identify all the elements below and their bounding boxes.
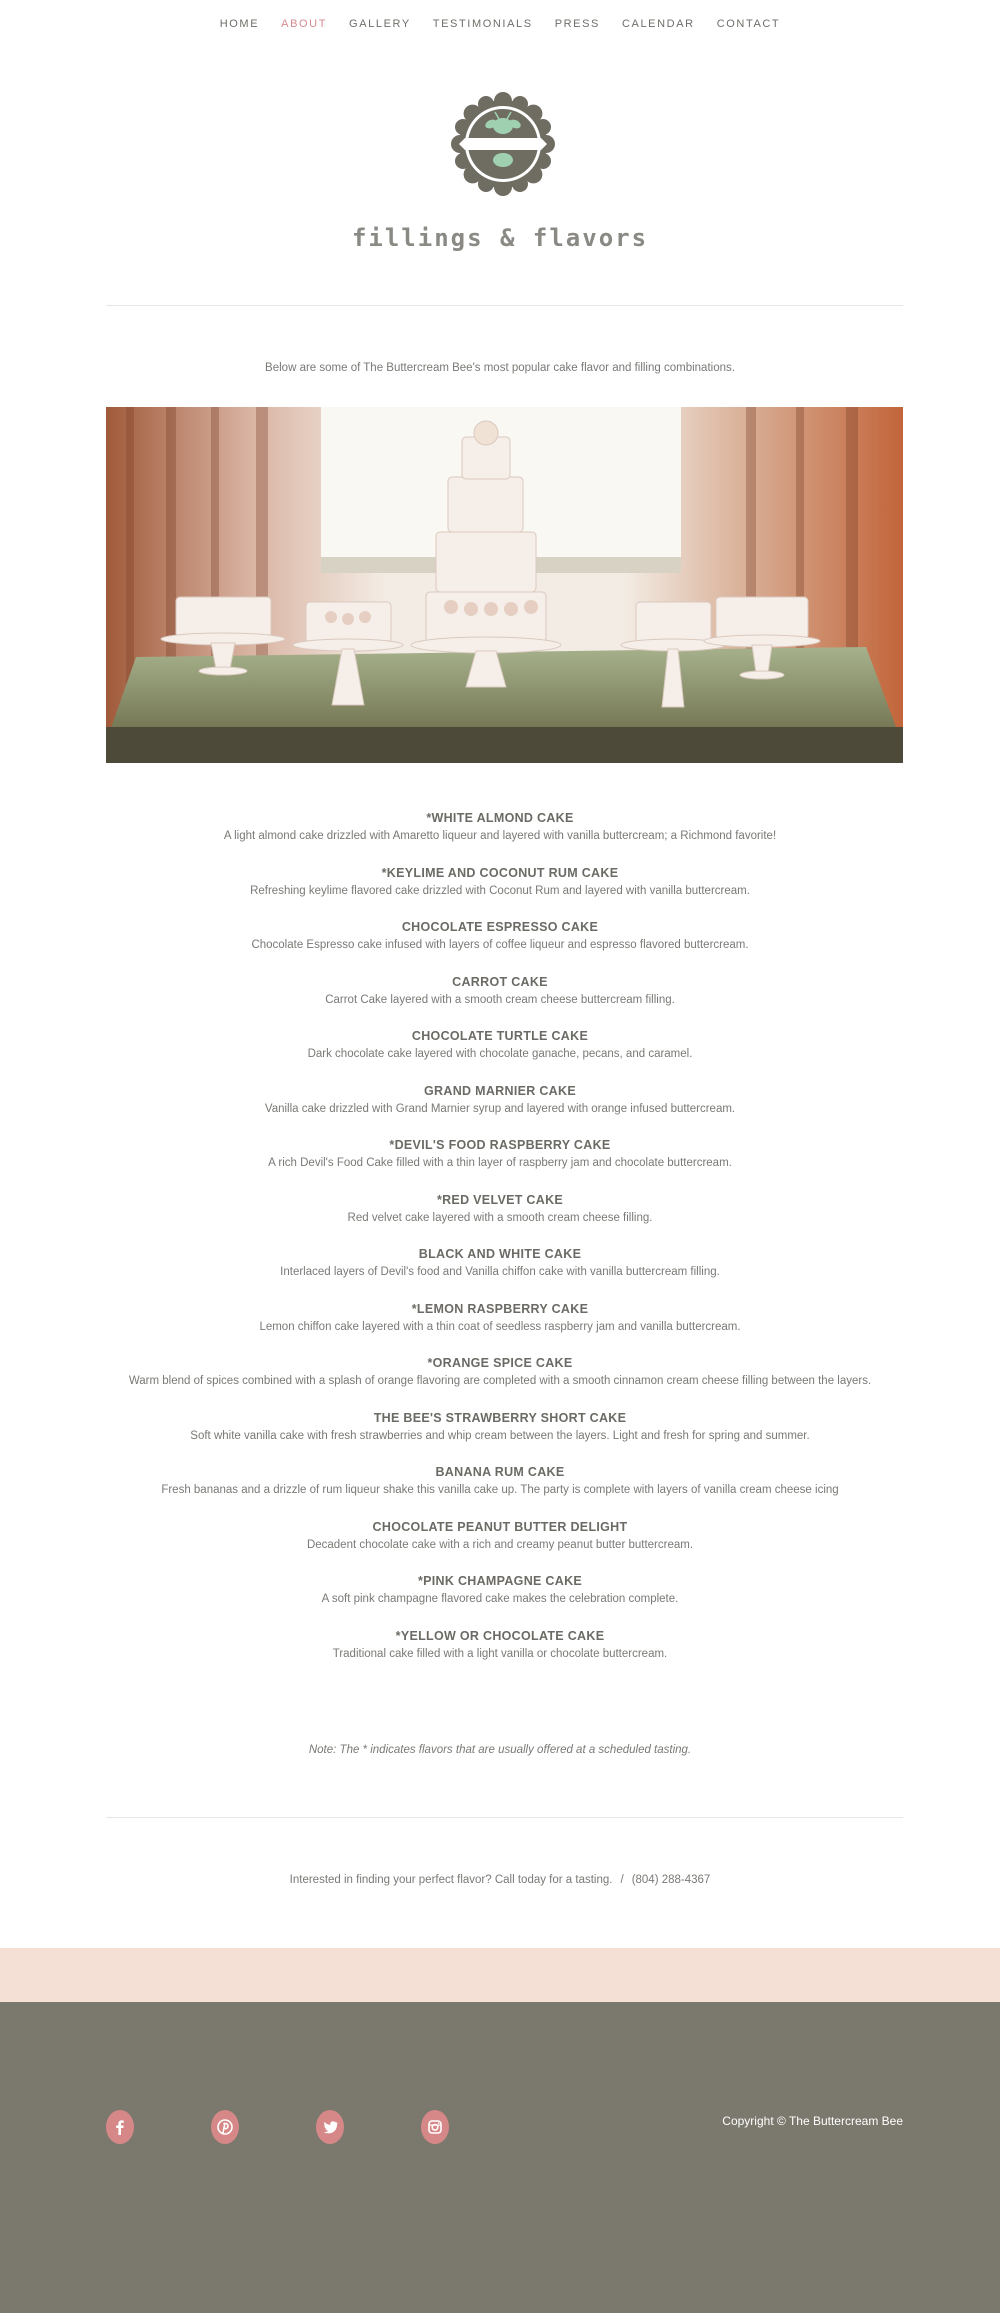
cta-text: Interested in finding your perfect flavor? Call today for a tasting. — [289, 1874, 613, 1886]
tasting-note: Note: The * indicates flavors that are usually offered at a scheduled tasting. — [308, 1744, 692, 1756]
list-item — [0, 1245, 1000, 1300]
flavor-name: CARROT CAKE — [452, 974, 548, 989]
flavor-name: *DEVIL'S FOOD RASPBERRY CAKE — [389, 1138, 611, 1152]
flavor-name: *WHITE ALMOND CAKE — [426, 811, 574, 825]
flavor-name: GRAND MARNIER CAKE — [424, 1083, 576, 1098]
list-item — [0, 1518, 1000, 1573]
page-title: fillings & flavors — [351, 224, 649, 252]
twitter-icon — [321, 2118, 339, 2136]
list-item — [0, 1191, 1000, 1246]
social-links — [106, 2110, 526, 2144]
list-item — [0, 1354, 1000, 1409]
cakes-photo — [106, 407, 903, 763]
instagram-icon — [426, 2118, 444, 2136]
flavor-name: *PINK CHAMPAGNE CAKE — [417, 1574, 583, 1588]
instagram-link[interactable] — [421, 2110, 449, 2144]
nav-item-contact[interactable]: CONTACT — [716, 18, 781, 30]
nav-list — [209, 18, 792, 30]
footer — [0, 2002, 1000, 2313]
pinterest-link[interactable] — [211, 2110, 239, 2144]
flavor-description: A soft pink champagne flavored cake makes the celebration complete. — [321, 1593, 679, 1605]
nav-item-calendar[interactable]: CALENDAR — [621, 18, 695, 30]
list-item — [0, 1300, 1000, 1355]
facebook-link[interactable] — [106, 2110, 134, 2144]
cta-separator: / — [620, 1874, 624, 1886]
flavor-description: Warm blend of spices combined with a splash of orange flavoring are completed with a smooth cinnamon cream cheese filling between the layers. — [128, 1375, 872, 1387]
flavor-name: *ORANGE SPICE CAKE — [427, 1356, 573, 1370]
list-item — [0, 1409, 1000, 1464]
flavor-name: *KEYLIME AND COCONUT RUM CAKE — [381, 865, 619, 880]
flavor-description: Dark chocolate cake layered with chocolate ganache, pecans, and caramel. — [307, 1048, 693, 1060]
flavor-name: BLACK AND WHITE CAKE — [418, 1247, 582, 1261]
list-item — [0, 864, 1000, 919]
flavor-name: CHOCOLATE ESPRESSO CAKE — [401, 920, 599, 934]
list-item — [0, 1627, 1000, 1682]
flavor-description: Refreshing keylime flavored cake drizzled with Coconut Rum and layered with vanilla buttercream. — [250, 884, 750, 897]
divider — [106, 1817, 903, 1818]
call-to-action — [0, 1874, 1000, 1886]
phone-number[interactable]: (804) 288-4367 — [631, 1874, 711, 1886]
nav-item-testimonials[interactable]: TESTIMONIALS — [432, 18, 533, 30]
flavor-name: CHOCOLATE PEANUT BUTTER DELIGHT — [372, 1519, 628, 1534]
flavor-description: A rich Devil's Food Cake filled with a thin layer of raspberry jam and chocolate buttercream. — [268, 1157, 732, 1169]
list-item — [0, 1082, 1000, 1137]
nav-item-gallery[interactable]: GALLERY — [349, 18, 411, 30]
flavor-description: Decadent chocolate cake with a rich and creamy peanut butter buttercream. — [306, 1538, 694, 1551]
flavor-description: Traditional cake filled with a light vanilla or chocolate buttercream. — [332, 1647, 668, 1660]
flavor-description: Lemon chiffon cake layered with a thin coat of seedless raspberry jam and vanilla buttercream. — [259, 1320, 741, 1333]
facebook-icon — [111, 2118, 129, 2136]
flavor-description: Carrot Cake layered with a smooth cream cheese buttercream filling. — [325, 993, 675, 1006]
list-item — [0, 1463, 1000, 1518]
flavor-name: BANANA RUM CAKE — [435, 1465, 565, 1479]
intro-text: Below are some of The Buttercream Bee's most popular cake flavor and filling combinations. — [265, 362, 735, 374]
footer-band — [0, 1948, 1000, 2002]
site-logo[interactable] — [451, 92, 555, 196]
pinterest-icon — [216, 2118, 234, 2136]
nav-item-press[interactable]: PRESS — [554, 18, 600, 30]
flavor-description: Chocolate Espresso cake infused with layers of coffee liqueur and espresso flavored buttercream. — [251, 939, 749, 951]
list-item — [0, 918, 1000, 973]
flavor-description: Red velvet cake layered with a smooth cream cheese filling. — [347, 1211, 653, 1224]
cakes-photo-illustration — [106, 407, 903, 763]
list-item — [0, 1027, 1000, 1082]
list-item — [0, 973, 1000, 1028]
flavor-name: CHOCOLATE TURTLE CAKE — [411, 1029, 589, 1043]
main-nav — [0, 0, 1000, 48]
list-item — [0, 809, 1000, 864]
twitter-link[interactable] — [316, 2110, 344, 2144]
bee-logo-icon — [451, 92, 555, 196]
nav-item-about[interactable]: ABOUT — [281, 18, 328, 30]
flavors-list — [0, 809, 1000, 1681]
divider — [106, 305, 903, 306]
list-item — [0, 1572, 1000, 1627]
flavor-description: A light almond cake drizzled with Amaretto liqueur and layered with vanilla buttercream; a Richmond favorite! — [223, 830, 777, 842]
flavor-name: *LEMON RASPBERRY CAKE — [411, 1301, 589, 1316]
flavor-description: Interlaced layers of Devil's food and Vanilla chiffon cake with vanilla buttercream filling. — [280, 1266, 720, 1278]
flavor-name: *RED VELVET CAKE — [436, 1192, 564, 1207]
list-item — [0, 1136, 1000, 1191]
flavor-name: THE BEE'S STRAWBERRY SHORT CAKE — [373, 1410, 627, 1425]
flavor-description: Soft white vanilla cake with fresh strawberries and whip cream between the layers. Light and fresh for spring and summer. — [190, 1429, 810, 1442]
copyright-text: Copyright © The Buttercream Bee — [722, 2114, 903, 2128]
flavor-description: Fresh bananas and a drizzle of rum liqueur shake this vanilla cake up. The party is complete with layers of vanilla cream cheese icing — [161, 1484, 839, 1496]
nav-item-home[interactable]: HOME — [219, 18, 260, 30]
flavor-description: Vanilla cake drizzled with Grand Marnier syrup and layered with orange infused buttercream. — [264, 1102, 736, 1115]
flavor-name: *YELLOW OR CHOCOLATE CAKE — [395, 1628, 605, 1643]
